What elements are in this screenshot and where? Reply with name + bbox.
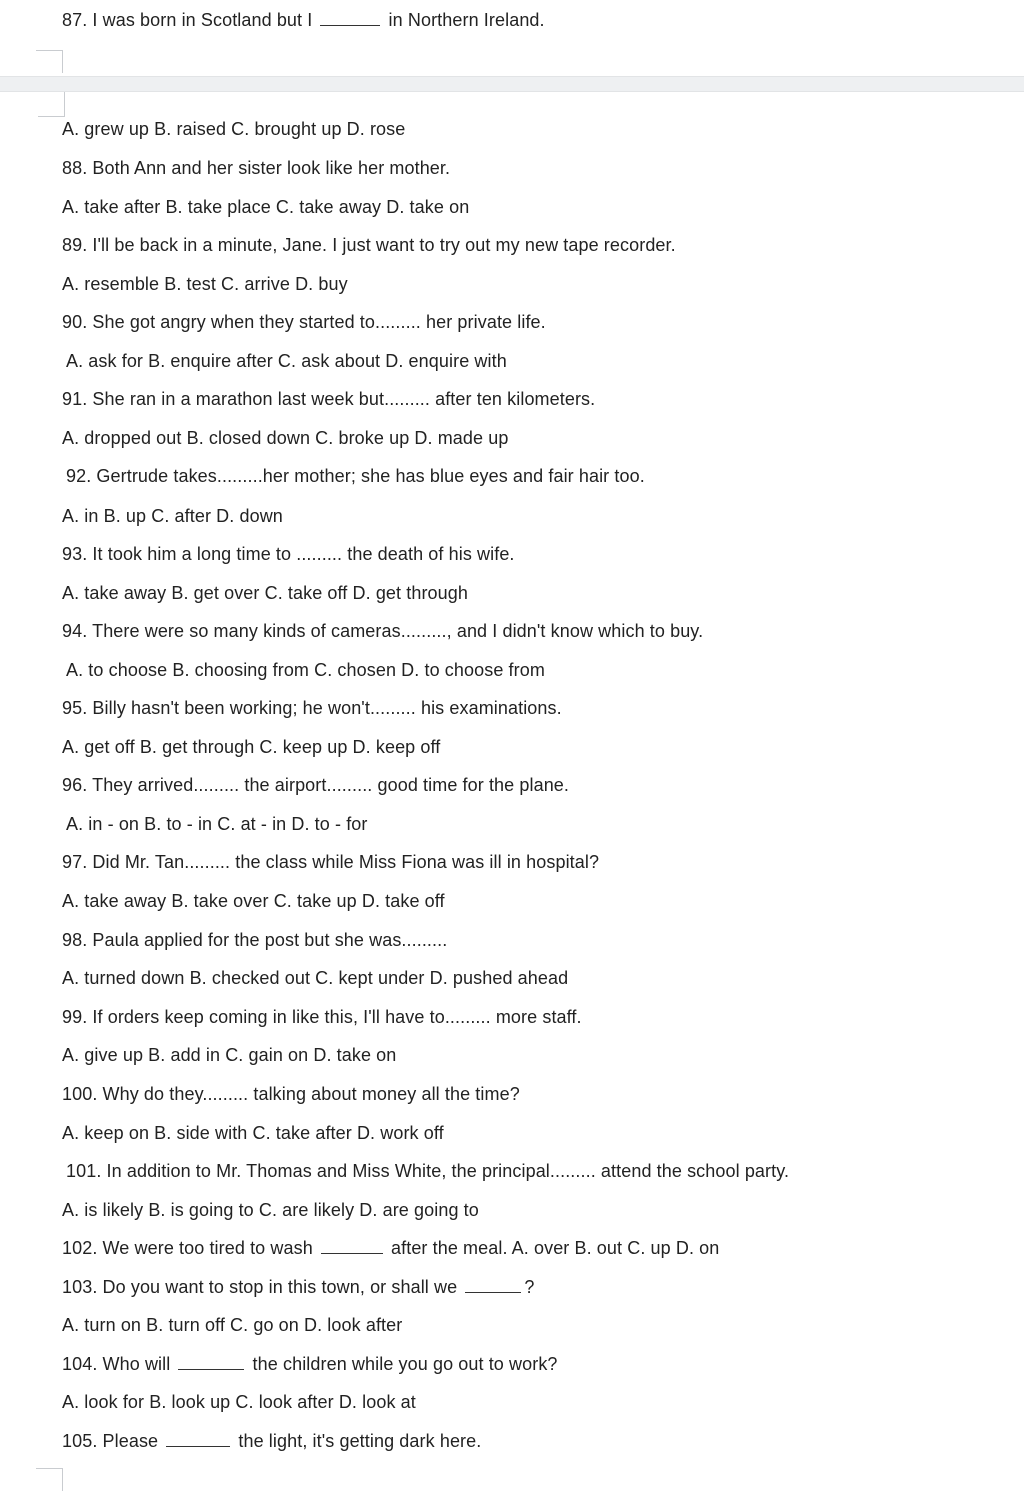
question-103 [62, 1276, 534, 1298]
question-text: ? [524, 1277, 535, 1297]
question-text: 103. Do you want to stop in this town, or shall we [62, 1277, 463, 1297]
options-92: A. in B. up C. after D. down [62, 506, 283, 526]
page-corner-mark [36, 1468, 63, 1491]
answer-blank [178, 1368, 244, 1370]
options-98: A. turned down B. checked out C. kept under D. pushed ahead [62, 968, 569, 988]
question-text: 105. Please [62, 1431, 164, 1451]
page-corner-mark [36, 50, 63, 73]
page-corner-mark [38, 92, 65, 117]
answer-blank [321, 1252, 383, 1254]
options-97: A. take away B. take over C. take up D. take off [62, 891, 445, 911]
question-100: 100. Why do they......... talking about money all the time? [62, 1084, 520, 1104]
question-text: the light, it's getting dark here. [233, 1431, 482, 1451]
options-93: A. take away B. get over C. take off D. get through [62, 583, 468, 603]
options-104: A. look for B. look up C. look after D. look at [62, 1392, 416, 1412]
question-text: 104. Who will [62, 1354, 176, 1374]
question-88: 88. Both Ann and her sister look like her mother. [62, 158, 451, 178]
options-103: A. turn on B. turn off C. go on D. look after [62, 1315, 403, 1335]
question-94: 94. There were so many kinds of cameras........., and I didn't know which to buy. [62, 621, 704, 641]
question-92: 92. Gertrude takes.........her mother; she has blue eyes and fair hair too. [66, 466, 645, 486]
options-88: A. take after B. take place C. take away D. take on [62, 197, 470, 217]
answer-blank [320, 24, 380, 26]
question-text: the children while you go out to work? [247, 1354, 558, 1374]
question-102 [62, 1237, 719, 1259]
question-text: in Northern Ireland. [383, 10, 545, 30]
question-99: 99. If orders keep coming in like this, I'll have to......... more staff. [62, 1007, 582, 1027]
options-96: A. in - on B. to - in C. at - in D. to - for [66, 814, 368, 834]
answer-blank [465, 1291, 521, 1293]
question-95: 95. Billy hasn't been working; he won't......... his examinations. [62, 698, 562, 718]
options-95: A. get off B. get through C. keep up D. keep off [62, 737, 441, 757]
question-96: 96. They arrived......... the airport......... good time for the plane. [62, 775, 570, 795]
page-break-gap [0, 76, 1024, 92]
options-94: A. to choose B. choosing from C. chosen D. to choose from [66, 660, 545, 680]
question-97: 97. Did Mr. Tan......... the class while Miss Fiona was ill in hospital? [62, 852, 600, 872]
options-100: A. keep on B. side with C. take after D. work off [62, 1123, 444, 1143]
question-90: 90. She got angry when they started to......... her private life. [62, 312, 546, 332]
options-89: A. resemble B. test C. arrive D. buy [62, 274, 348, 294]
question-87 [62, 9, 545, 31]
question-text: after the meal. A. over B. out C. up D. on [385, 1238, 720, 1258]
options-101: A. is likely B. is going to C. are likely D. are going to [62, 1200, 479, 1220]
question-text: 102. We were too tired to wash [62, 1238, 318, 1258]
options-91: A. dropped out B. closed down C. broke up D. made up [62, 428, 509, 448]
question-89: 89. I'll be back in a minute, Jane. I just want to try out my new tape recorder. [62, 235, 676, 255]
question-98: 98. Paula applied for the post but she was......... [62, 930, 448, 950]
question-104 [62, 1353, 558, 1375]
question-105 [62, 1430, 481, 1452]
options-99: A. give up B. add in C. gain on D. take on [62, 1045, 397, 1065]
question-101: 101. In addition to Mr. Thomas and Miss White, the principal......... attend the school party. [66, 1161, 790, 1181]
question-93: 93. It took him a long time to ......... the death of his wife. [62, 544, 515, 564]
question-text: 87. I was born in Scotland but I [62, 10, 318, 30]
answer-blank [166, 1445, 230, 1447]
options-90: A. ask for B. enquire after C. ask about D. enquire with [66, 351, 507, 371]
options-87: A. grew up B. raised C. brought up D. rose [62, 119, 406, 139]
question-91: 91. She ran in a marathon last week but......... after ten kilometers. [62, 389, 596, 409]
